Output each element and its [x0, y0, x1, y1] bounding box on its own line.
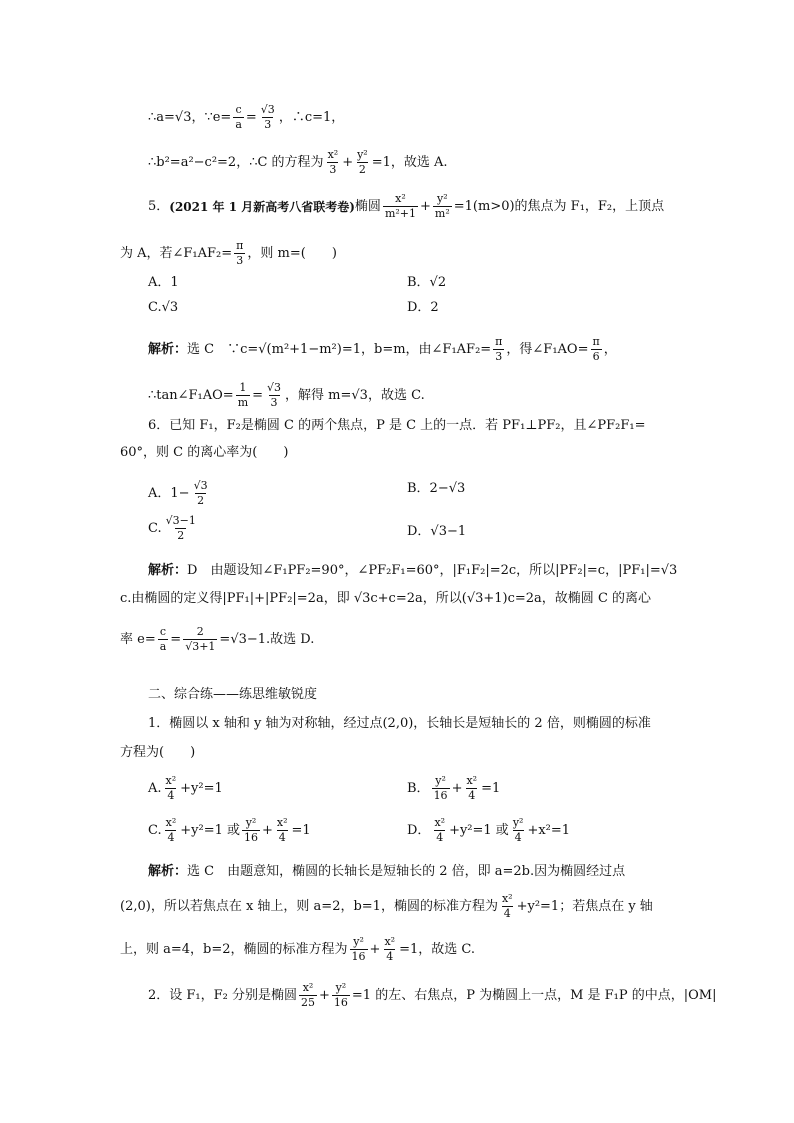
solution-1-line-1: 解析： 选 C 由题意知，椭圆的长轴长是短轴长的 2 倍，即 a=2b.因为椭圆经过点 — [148, 864, 626, 879]
fraction: y² 16 — [433, 774, 448, 803]
option-d: D．2 — [407, 300, 439, 315]
option-d: D．√3−1 — [407, 524, 467, 539]
option-d: D． x² 4 +y²=1 或 y² 4 +x²=1 — [407, 816, 571, 845]
question-6-line-1: 6．已知 F₁，F₂是椭圆 C 的两个焦点，P 是 C 上的一点．若 PF₁⊥PF₂，且∠PF₂F₁= — [148, 418, 646, 433]
fraction: $\frac{\pi}{3}$ — [236, 239, 244, 268]
solution-5-line-1: 解析： 选 C ∵c=√(m²+1−m²)=1，b=m，由∠F₁AF₂= $\frac{\pi}{3}$ ，得∠F₁AO= $\frac{\pi}{6}$ ， — [148, 335, 617, 364]
fraction: $\frac{\pi}{6}$ — [592, 335, 600, 364]
fraction: $\frac{\text{y²}}{\text{m²}}$ — [434, 192, 450, 221]
fraction: $\frac{2}{√3+1}$ — [185, 625, 216, 654]
solution-1-line-2: (2,0)，所以若焦点在 x 轴上，则 a=2，b=1，椭圆的标准方程为 x² 4 +y²=1；若焦点在 y 轴 — [120, 892, 653, 921]
fraction: x² 4 — [165, 816, 177, 845]
solution-1-line-3: 上，则 a=4，b=2，椭圆的标准方程为 y² 16 + $\frac{\text{x²}}{4}$ =1，故选 C. — [120, 935, 475, 964]
fraction: y² 16 — [244, 816, 258, 845]
option-a: A．1− $\frac{√3}{2}$ — [148, 479, 208, 508]
option-b: B．2−√3 — [407, 481, 466, 496]
option-b: B．√2 — [407, 275, 447, 290]
fraction: x² m²+1 — [384, 192, 416, 221]
fraction: $\frac{\text{x²}}{4}$ — [466, 774, 478, 803]
fraction: $\frac{c}{a}$ — [235, 103, 242, 132]
question-5-line-1: 5． (2021 年 1 月新高考八省联考卷) 椭圆 x² m²+1 + $\frac{\text{y²}}{\text{m²}}$ =1(m>0)的焦点为 F₁，F₂，上顶点 — [148, 192, 665, 221]
solution-line-2: ∴b²=a²−c²=2，∴C 的方程为 x² 3 + $\frac{\text{y²}}{2}$ =1，故选 A. — [148, 148, 448, 177]
fraction: $\frac{1}{m}$ — [237, 381, 249, 410]
section-heading: 二、综合练——练思维敏锐度 — [148, 687, 318, 702]
fraction: x² 4 — [501, 892, 513, 921]
fraction: $\frac{\text{x²}}{4}$ — [276, 816, 288, 845]
question-2-line-1: 2．设 F₁，F₂ 分别是椭圆 x² 25 + $\frac{\text{y²}}{16}$ =1 的左、右焦点，P 为椭圆上一点，M 是 F₁P 的中点，|OM| — [148, 981, 717, 1010]
fraction: y² 4 — [512, 816, 524, 845]
question-source: (2021 年 1 月新高考八省联考卷) — [169, 199, 355, 214]
fraction: $\frac{\pi}{3}$ — [495, 335, 503, 364]
fraction: y² 16 — [351, 935, 366, 964]
option-c: C.√3 — [148, 300, 179, 315]
solution-6-line-3: 率 e= $\frac{c}{a}$ = $\frac{2}{√3+1}$ =√3−1.故选 D. — [120, 625, 315, 654]
fraction: $\frac{√3}{3}$ — [260, 103, 275, 132]
question-1-line-2: 方程为( ) — [120, 745, 196, 760]
fraction: $\frac{\text{x²}}{4}$ — [384, 935, 396, 964]
fraction: x² 3 — [327, 148, 339, 177]
option-c: C. x² 4 +y²=1 或 y² 16 + $\frac{\text{x²}}{4}$ =1 — [148, 816, 311, 845]
fraction: $\frac{√3}{2}$ — [193, 479, 208, 508]
option-a: A. x² 4 +y²=1 — [148, 774, 223, 803]
fraction: $\frac{c}{a}$ — [159, 625, 167, 654]
fraction: x² 4 — [434, 816, 446, 845]
question-6-line-2: 60°，则 C 的离心率为( ) — [120, 445, 289, 460]
fraction: $\frac{√3}{3}$ — [267, 381, 282, 410]
option-c: C. √3−1 2 — [148, 514, 196, 543]
question-1-line-1: 1．椭圆以 x 轴和 y 轴为对称轴，经过点(2,0)，长轴长是短轴长的 2 倍，则椭圆的标准 — [148, 716, 651, 731]
solution-6-line-2: c.由椭圆的定义得|PF₁|+|PF₂|=2a，即 √3c+c=2a，所以(√3+1)c=2a，故椭圆 C 的离心 — [120, 591, 652, 606]
fraction: x² 25 — [301, 981, 315, 1010]
solution-6-line-1: 解析： D 由题设知∠F₁PF₂=90°，∠PF₂F₁=60°，|F₁F₂|=2c，所以|PF₂|=c，|PF₁|=√3 — [148, 563, 678, 578]
fraction: x² 4 — [165, 774, 177, 803]
fraction: $\frac{\text{y²}}{16}$ — [333, 981, 348, 1010]
question-5-line-2: 为 A，若∠F₁AF₂= $\frac{\pi}{3}$ ，则 m=( ) — [120, 239, 337, 268]
fraction: √3−1 2 — [165, 514, 196, 543]
solution-5-line-2: ∴tan∠F₁AO= $\frac{1}{m}$ = $\frac{√3}{3}$ ，解得 m=√3，故选 C. — [148, 381, 425, 410]
solution-line-1: ∴a=√3，∵e= $\frac{c}{a}$ = $\frac{√3}{3}$ ，∴c=1， — [148, 103, 345, 132]
option-b: B． y² 16 + $\frac{\text{x²}}{4}$ =1 — [407, 774, 501, 803]
option-a: A．1 — [148, 275, 179, 290]
fraction: $\frac{\text{y²}}{2}$ — [357, 148, 368, 177]
